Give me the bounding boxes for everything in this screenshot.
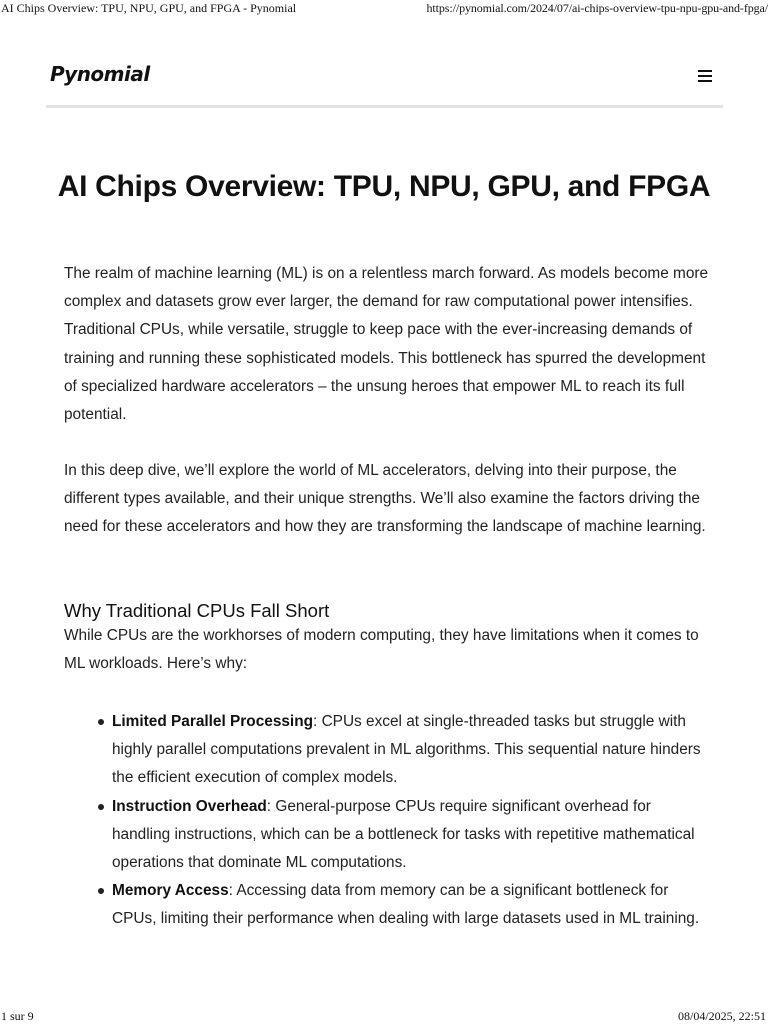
bullet-term: Instruction Overhead	[112, 797, 267, 815]
print-page-title: AI Chips Overview: TPU, NPU, GPU, and FPGA - Pynomial	[1, 1, 297, 15]
header-divider	[46, 105, 723, 108]
list-item	[64, 793, 702, 878]
bullet-icon	[98, 804, 104, 810]
print-header	[0, 0, 768, 18]
list-item	[64, 708, 702, 793]
bullet-icon	[98, 888, 104, 894]
bullet-text: : CPUs excel at single-threaded tasks but struggle with highly parallel computations prevalent in ML algorithms. This sequential nature hinders the efficient execution of complex models.	[112, 713, 701, 787]
article-title: AI Chips Overview: TPU, NPU, GPU, and FPGA	[57, 170, 711, 203]
print-footer	[0, 1009, 768, 1024]
list-item	[64, 877, 702, 933]
print-page-url: https://pynomial.com/2024/07/ai-chips-overview-tpu-npu-gpu-and-fpga/	[426, 1, 768, 15]
site-logo[interactable]: Pynomial	[50, 62, 150, 86]
print-datetime: 08/04/2025, 22:51	[677, 1009, 766, 1023]
bullet-text: : General-purpose CPUs require significant overhead for handling instructions, which can be a bottleneck for tasks with repetitive mathematical operations that dominate ML computations.	[112, 797, 695, 872]
hamburger-menu-icon[interactable]	[698, 70, 712, 82]
section-intro: While CPUs are the workhorses of modern computing, they have limitations when it comes to ML workloads. Here’s why:	[64, 627, 699, 673]
bullet-icon	[98, 719, 104, 725]
bullet-text: : Accessing data from memory can be a significant bottleneck for CPUs, limiting their performance when dealing with large datasets used in ML training.	[112, 882, 700, 928]
print-page-number: 1 sur 9	[1, 1009, 34, 1023]
section-heading: Why Traditional CPUs Fall Short	[64, 600, 330, 621]
bullet-list	[64, 708, 714, 934]
bullet-term: Memory Access	[112, 882, 229, 900]
site-header	[46, 56, 722, 106]
article-paragraph: In this deep dive, we’ll explore the world of ML accelerators, delving into their purpose, the different types available, and their unique strengths. We’ll also examine the factors driving the need for these accelerators and how they are transforming the landscape of machine learning.	[64, 462, 706, 536]
bullet-term: Limited Parallel Processing	[112, 713, 314, 730]
article-paragraph: The realm of machine learning (ML) is on a relentless march forward. As models become more complex and datasets grow ever larger, the demand for raw computational power intensifies. Traditional CPUs, while versatile, struggle to keep pace with the ever-increasing demands of training and running these sophisticated models. This bottleneck has spurred the development of specialized hardware accelerators – the unsung heroes that empower ML to reach its full potential.	[64, 265, 709, 424]
